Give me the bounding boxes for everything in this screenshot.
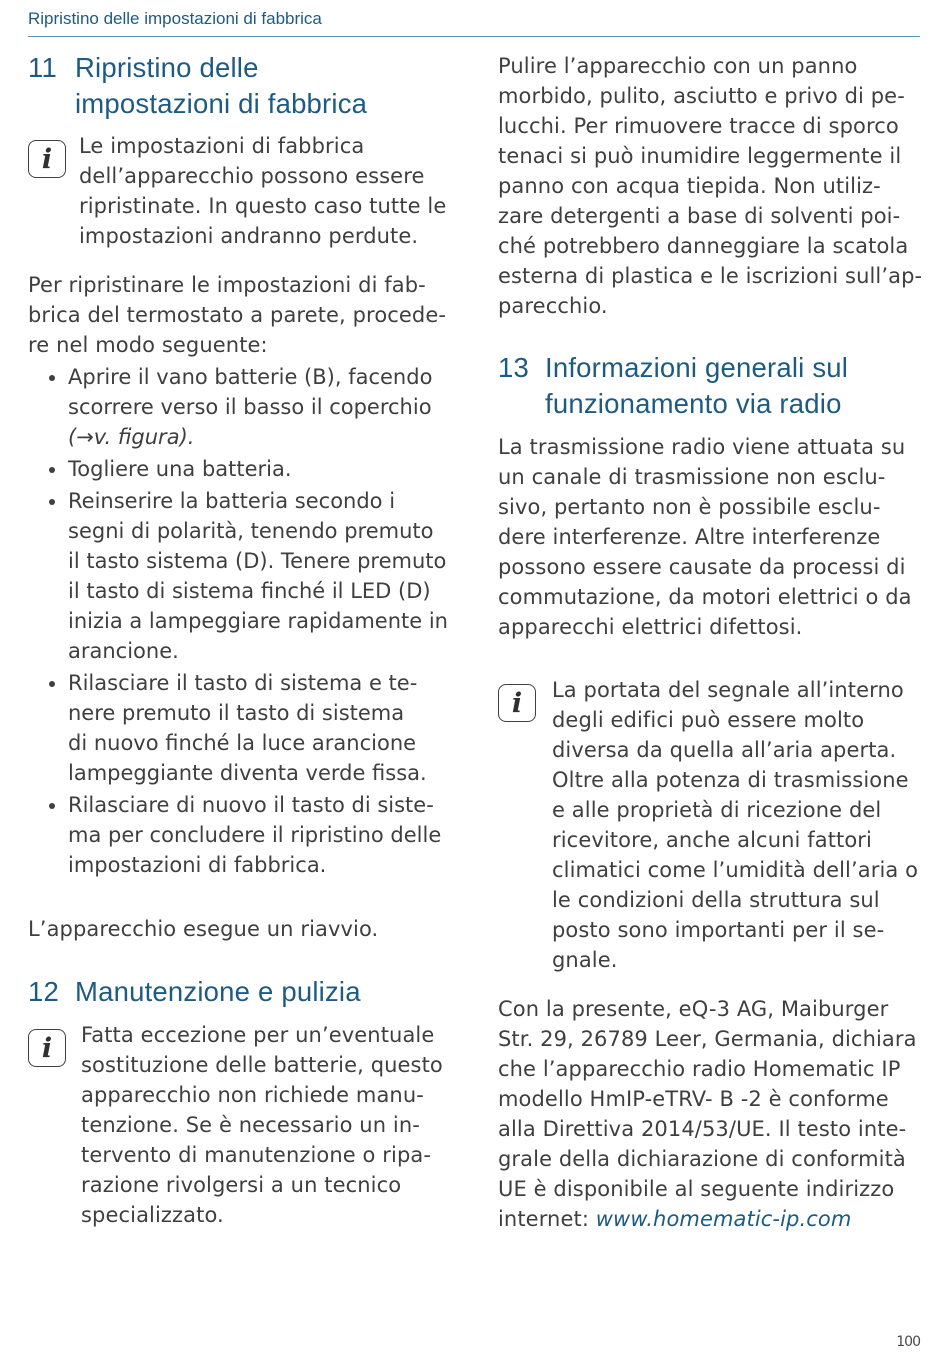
section-12-title: Manutenzione e pulizia <box>75 976 361 1007</box>
text-line: Oltre alla potenza di trasmissione <box>552 768 909 792</box>
section-11-title-line: impostazioni di fabbrica <box>75 88 368 119</box>
text-line: modello HmIP-eTRV- B -2 è conforme <box>498 1087 889 1111</box>
text-line: panno con acqua tiepida. Non utiliz- <box>498 174 881 198</box>
text-line: Str. 29, 26789 Leer, Germania, dichiara <box>498 1027 917 1051</box>
text-line: Fatta eccezione per un’eventuale <box>81 1023 435 1047</box>
text-line: possono essere causate da processi di <box>498 555 906 579</box>
section-11-info-note <box>79 131 446 251</box>
text-line: arancione. <box>68 639 179 663</box>
text-line: climatici come l’umidità dell’aria o <box>552 858 919 882</box>
text-line: Reinserire la batteria secondo i <box>68 489 396 513</box>
section-13-title-line: Informazioni generali sul <box>545 352 849 383</box>
cleaning-instructions <box>498 51 922 321</box>
text-line <box>498 1204 917 1234</box>
list-item <box>28 454 448 484</box>
text-line: inizia a lampeggiare rapidamente in <box>68 609 448 633</box>
text-line: di nuovo finché la luce arancione <box>68 731 417 755</box>
section-11-title-line: Ripristino delle <box>75 52 259 83</box>
text-line: (→v. figura). <box>68 425 195 449</box>
text-line: le condizioni della struttura sul <box>552 888 880 912</box>
text-line: parecchio. <box>498 294 608 318</box>
text-line: Togliere una batteria. <box>68 457 292 481</box>
text-line: Rilasciare il tasto di sistema e te- <box>68 671 418 695</box>
text-line: alla Direttiva 2014/53/UE. Il testo inte- <box>498 1117 907 1141</box>
conformity-prefix: internet: <box>498 1207 596 1231</box>
header-rule <box>28 36 920 37</box>
text-line: apparecchio non richiede manu- <box>81 1083 424 1107</box>
text-line: ricevitore, anche alcuni fattori <box>552 828 872 852</box>
section-13-title <box>545 350 848 422</box>
text-line: razione rivolgersi a un tecnico <box>81 1173 402 1197</box>
text-line: Pulire l’apparecchio con un panno <box>498 54 858 78</box>
text-line: degli edifici può essere molto <box>552 708 865 732</box>
text-line: tenaci si può inumidire leggermente il <box>498 144 902 168</box>
section-13-number: 13 <box>498 352 529 383</box>
text-line: commutazione, da motori elettrici o da <box>498 585 912 609</box>
text-line: Rilasciare di nuovo il tasto di siste- <box>68 793 434 817</box>
text-line: specializzato. <box>81 1203 224 1227</box>
radio-info-body <box>498 432 912 642</box>
text-line: sostituzione delle batterie, questo <box>81 1053 443 1077</box>
section-11-outro: L’apparecchio esegue un riavvio. <box>28 917 379 941</box>
list-item <box>28 790 448 880</box>
list-item <box>28 668 448 788</box>
text-line: Con la presente, eQ-3 AG, Maiburger <box>498 997 889 1021</box>
reset-steps-list <box>28 362 448 882</box>
running-header: Ripristino delle impostazioni di fabbrica <box>28 9 322 28</box>
text-line: scorrere verso il basso il coperchio <box>68 395 432 419</box>
text-line: apparecchi elettrici difettosi. <box>498 615 803 639</box>
section-11-number: 11 <box>28 52 57 83</box>
section-13-info-note <box>552 675 918 975</box>
text-line: nere premuto il tasto di sistema <box>68 701 405 725</box>
text-line: ché potrebbero danneggiare la scatola <box>498 234 909 258</box>
section-13-title-line: funzionamento via radio <box>545 388 842 419</box>
text-line: Aprire il vano batterie (B), facendo <box>68 365 433 389</box>
text-line: tenzione. Se è necessario un in- <box>81 1113 420 1137</box>
text-line: il tasto di sistema finché il LED (D) <box>68 579 431 603</box>
text-line: che l’apparecchio radio Homematic IP <box>498 1057 901 1081</box>
section-11-intro <box>28 270 446 360</box>
info-icon: i <box>28 140 66 178</box>
section-12-info-note <box>81 1020 443 1230</box>
list-item <box>28 362 448 452</box>
text-line: dell’apparecchio possono essere <box>79 164 425 188</box>
text-line: brica del termostato a parete, procede- <box>28 303 447 327</box>
text-line: Per ripristinare le impostazioni di fab- <box>28 273 426 297</box>
section-12-number: 12 <box>28 976 59 1007</box>
homematic-url-link[interactable]: www.homematic-ip.com <box>595 1207 852 1231</box>
text-line: dere interferenze. Altre interferenze <box>498 525 881 549</box>
text-line: ripristinate. In questo caso tutte le <box>79 194 447 218</box>
text-line: Le impostazioni di fabbrica <box>79 134 365 158</box>
text-line: il tasto sistema (D). Tenere premuto <box>68 549 447 573</box>
text-line: La portata del segnale all’interno <box>552 678 904 702</box>
page-number: 100 <box>896 1334 920 1350</box>
conformity-declaration <box>498 994 917 1234</box>
text-line: e alle proprietà di ricezione del <box>552 798 882 822</box>
text-line: UE è disponibile al seguente indirizzo <box>498 1177 895 1201</box>
text-line: impostazioni andranno perdute. <box>79 224 419 248</box>
text-line: segni di polarità, tenendo premuto <box>68 519 434 543</box>
text-line: tervento di manutenzione o ripa- <box>81 1143 432 1167</box>
text-line: un canale di trasmissione non esclu- <box>498 465 886 489</box>
text-line: lucchi. Per rimuovere tracce di sporco <box>498 114 899 138</box>
list-item <box>28 486 448 666</box>
section-11-title <box>75 50 367 122</box>
text-line: gnale. <box>552 948 618 972</box>
text-line: La trasmissione radio viene attuata su <box>498 435 906 459</box>
text-line: grale della dichiarazione di conformità <box>498 1147 906 1171</box>
text-line: sivo, pertanto non è possibile esclu- <box>498 495 881 519</box>
text-line: re nel modo seguente: <box>28 333 268 357</box>
text-line: lampeggiante diventa verde fissa. <box>68 761 427 785</box>
text-line: zare detergenti a base di solventi poi- <box>498 204 901 228</box>
text-line: esterna di plastica e le iscrizioni sull’ap- <box>498 264 923 288</box>
text-line: posto sono importanti per il se- <box>552 918 885 942</box>
text-line: impostazioni di fabbrica. <box>68 853 327 877</box>
text-line: diversa da quella all’aria aperta. <box>552 738 897 762</box>
info-icon: i <box>498 684 536 722</box>
text-line: morbido, pulito, asciutto e privo di pe- <box>498 84 905 108</box>
text-line: ma per concludere il ripristino delle <box>68 823 442 847</box>
info-icon: i <box>28 1029 66 1067</box>
